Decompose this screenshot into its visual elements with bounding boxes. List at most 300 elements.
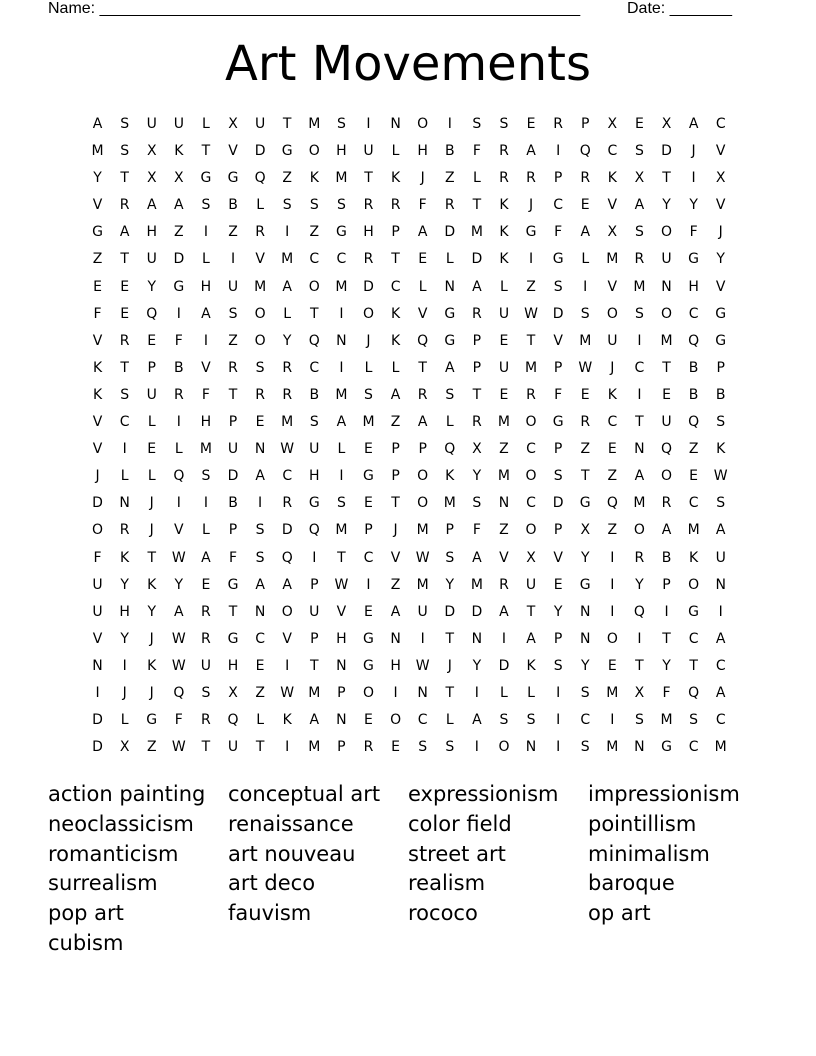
grid-letter: Q (606, 495, 618, 512)
grid-letter: P (472, 332, 482, 349)
grid-letter: X (119, 739, 130, 756)
grid-letter: Y (120, 630, 129, 647)
grid-letter: Y (662, 197, 671, 214)
grid-letter: X (607, 224, 618, 241)
grid-letter: Y (716, 251, 725, 268)
grid-letter: Z (228, 332, 238, 349)
grid-letter: D (227, 468, 239, 485)
grid-letter: L (418, 278, 427, 295)
grid-letter: I (176, 305, 181, 322)
grid-letter: U (715, 549, 726, 566)
grid-letter: R (201, 630, 211, 647)
grid-letter: M (687, 522, 700, 539)
grid-letter: B (715, 386, 726, 403)
grid-letter: X (526, 549, 536, 566)
word-list-item: op art (588, 901, 651, 926)
grid-letter: W (171, 630, 186, 647)
grid-letter: R (661, 495, 672, 512)
grid-letter: F (93, 549, 102, 566)
grid-letter: Y (147, 278, 157, 295)
grid-letter: O (606, 630, 618, 647)
grid-letter: H (146, 224, 157, 241)
grid-letter: U (146, 251, 157, 268)
grid-letter: A (417, 414, 428, 431)
grid-letter: Z (499, 441, 509, 458)
grid-letter: E (255, 414, 265, 431)
grid-letter: S (309, 414, 319, 431)
grid-letter: S (553, 468, 563, 485)
grid-letter: Q (308, 332, 320, 349)
grid-letter: T (391, 495, 400, 512)
grid-letter: K (174, 143, 184, 160)
word-list-item: impressionism (588, 782, 740, 806)
word-list-item: art nouveau (228, 841, 356, 866)
grid-letter: T (364, 170, 373, 187)
grid-letter: F (228, 549, 238, 566)
grid-letter: V (553, 549, 563, 566)
grid-letter: Z (92, 251, 103, 268)
grid-letter: N (390, 116, 401, 132)
grid-letter: G (444, 305, 456, 322)
grid-letter: R (471, 414, 482, 431)
name-field-label[interactable]: Name: ______________________________________________________ (48, 0, 581, 17)
grid-letter: C (526, 441, 536, 458)
grid-letter: T (120, 359, 129, 376)
grid-letter: I (176, 495, 181, 512)
grid-letter: F (174, 332, 183, 349)
grid-letter: Y (472, 468, 482, 485)
grid-letter: N (634, 441, 645, 458)
word-list-item: action painting (48, 782, 206, 806)
grid-letter: T (445, 630, 455, 647)
grid-letter: V (607, 197, 618, 214)
grid-letter: P (553, 522, 563, 539)
grid-letter: N (336, 332, 347, 349)
grid-letter: Z (499, 522, 509, 539)
grid-letter: D (363, 278, 374, 295)
grid-letter: D (92, 712, 103, 729)
grid-letter: M (633, 278, 646, 295)
grid-letter: M (714, 739, 727, 756)
grid-letter: S (553, 657, 563, 674)
grid-letter: E (201, 576, 211, 593)
grid-letter: E (526, 116, 536, 132)
grid-letter: S (499, 712, 509, 729)
grid-letter: W (578, 359, 593, 376)
grid-letter: E (662, 386, 671, 403)
grid-letter: K (147, 576, 157, 593)
grid-letter: B (688, 359, 699, 376)
word-list-item: baroque (588, 871, 675, 896)
word-list-item: neoclassicism (48, 811, 194, 836)
grid-letter: T (635, 414, 644, 431)
grid-letter: U (146, 386, 157, 403)
grid-letter: G (335, 224, 347, 241)
grid-letter: I (447, 116, 452, 132)
grid-letter: C (634, 359, 645, 376)
grid-letter: G (173, 278, 185, 295)
word-list-item: color field (408, 811, 512, 836)
grid-letter: S (634, 305, 644, 322)
grid-letter: T (472, 197, 482, 214)
grid-letter: U (309, 441, 320, 458)
grid-letter: S (201, 468, 211, 485)
grid-letter: T (635, 657, 644, 674)
grid-letter: G (552, 414, 564, 431)
grid-letter: T (310, 305, 319, 322)
grid-letter: P (391, 468, 400, 485)
grid-row (84, 572, 734, 599)
grid-letter: I (339, 359, 344, 376)
grid-letter: H (200, 278, 212, 295)
grid-letter: Q (688, 414, 700, 431)
grid-letter: Z (526, 278, 536, 295)
grid-letter: J (122, 684, 127, 701)
grid-letter: K (309, 170, 319, 187)
grid-letter: U (363, 143, 374, 160)
grid-letter: H (688, 278, 699, 295)
grid-letter: J (149, 630, 154, 647)
grid-letter: E (364, 712, 373, 729)
grid-letter: I (556, 712, 561, 729)
grid-letter: Q (444, 441, 456, 458)
grid-letter: F (418, 197, 427, 214)
grid-letter: K (390, 305, 401, 322)
grid-letter: M (579, 332, 592, 349)
grid-letter: P (472, 359, 482, 376)
grid-letter: Q (254, 170, 266, 187)
grid-row (84, 328, 734, 355)
grid-letter: M (606, 739, 619, 756)
grid-letter: C (688, 305, 699, 322)
grid-letter: E (391, 739, 400, 756)
grid-letter: L (202, 522, 210, 539)
grid-letter: Y (120, 576, 129, 593)
grid-letter: U (661, 414, 672, 431)
grid-letter: O (688, 576, 700, 593)
grid-letter: S (445, 549, 455, 566)
grid-letter: E (499, 332, 509, 349)
grid-letter: W (334, 576, 349, 593)
grid-letter: U (227, 739, 239, 756)
grid-letter: O (525, 414, 537, 431)
grid-letter: D (444, 603, 456, 620)
grid-letter: E (255, 657, 265, 674)
grid-letter: J (718, 224, 723, 241)
grid-letter: I (122, 657, 127, 674)
word-list-item: pointillism (588, 811, 697, 836)
grid-letter: V (255, 251, 265, 268)
grid-letter: I (583, 278, 588, 295)
grid-letter: G (661, 739, 672, 756)
grid-letter: C (688, 630, 699, 647)
grid-letter: Z (607, 468, 618, 485)
grid-letter: I (366, 576, 371, 593)
grid-letter: Q (308, 522, 320, 539)
grid-letter: S (282, 197, 292, 214)
grid-letter: D (281, 522, 293, 539)
grid-letter: P (553, 170, 563, 187)
grid-letter: S (418, 739, 428, 756)
grid-letter: I (122, 441, 127, 458)
grid-letter: E (120, 278, 130, 295)
grid-letter: S (201, 684, 211, 701)
grid-letter: A (526, 143, 536, 160)
grid-letter: S (255, 549, 265, 566)
grid-letter: T (689, 657, 698, 674)
grid-letter: R (201, 603, 211, 620)
grid-letter: R (119, 522, 130, 539)
grid-letter: R (363, 251, 374, 268)
grid-letter: F (554, 386, 563, 403)
grid-letter: I (95, 684, 100, 701)
grid-letter: V (282, 630, 292, 647)
grid-letter: G (308, 495, 320, 512)
grid-letter: P (228, 414, 238, 431)
grid-row (84, 246, 734, 273)
grid-letter: A (715, 630, 726, 647)
word-list-item: art deco (228, 871, 316, 896)
grid-letter: I (258, 495, 263, 512)
grid-letter: I (285, 739, 290, 756)
grid-letter: O (606, 305, 618, 322)
grid-letter: G (579, 495, 591, 512)
grid-letter: Z (146, 739, 157, 756)
grid-letter: G (715, 332, 727, 349)
grid-letter: X (472, 441, 482, 458)
grid-letter: V (607, 278, 618, 295)
grid-letter: T (418, 359, 427, 376)
word-list-item: romanticism (48, 841, 179, 866)
grid-letter: S (201, 197, 211, 214)
grid-letter: M (470, 576, 483, 593)
grid-letter: H (200, 414, 212, 431)
grid-letter: R (255, 386, 265, 403)
grid-letter: S (499, 116, 509, 132)
grid-letter: D (92, 739, 103, 756)
grid-letter: L (337, 441, 346, 458)
grid-row (84, 545, 734, 572)
grid-letter: K (390, 332, 401, 349)
grid-letter: C (363, 549, 374, 566)
grid-letter: X (661, 116, 672, 132)
grid-row (84, 165, 734, 192)
grid-letter: D (498, 657, 510, 674)
grid-letter: L (445, 712, 454, 729)
grid-letter: N (471, 630, 483, 647)
grid-letter: I (556, 684, 561, 701)
grid-letter: P (553, 359, 563, 376)
grid-letter: M (606, 684, 619, 701)
grid-letter: R (282, 359, 293, 376)
grid-letter: I (339, 305, 344, 322)
grid-letter: Z (607, 522, 618, 539)
grid-letter: A (444, 359, 455, 376)
grid-letter: M (416, 576, 429, 593)
grid-letter: S (255, 522, 265, 539)
grid-letter: C (282, 468, 293, 485)
grid-row (84, 355, 734, 382)
grid-letter: I (366, 116, 371, 132)
grid-letter: Q (579, 143, 591, 160)
grid-letter: O (362, 684, 374, 701)
grid-letter: S (472, 116, 482, 132)
grid-letter: J (528, 197, 534, 214)
grid-letter: K (499, 197, 509, 214)
grid-letter: G (363, 468, 374, 485)
grid-letter: N (525, 739, 537, 756)
grid-letter: A (715, 522, 726, 539)
grid-letter: E (607, 441, 617, 458)
grid-letter: L (147, 414, 156, 431)
grid-letter: Q (688, 684, 700, 701)
grid-letter: J (393, 522, 398, 539)
grid-letter: V (336, 603, 347, 620)
grid-letter: S (472, 495, 482, 512)
grid-letter: X (634, 170, 645, 187)
grid-letter: S (689, 712, 699, 729)
grid-letter: C (309, 251, 320, 268)
grid-letter: T (228, 603, 238, 620)
grid-letter: M (335, 522, 348, 539)
grid-letter: V (228, 143, 238, 160)
grid-letter: K (716, 441, 726, 458)
grid-letter: T (147, 549, 157, 566)
grid-letter: X (715, 170, 726, 187)
grid-letter: K (526, 657, 536, 674)
grid-letter: Y (553, 603, 563, 620)
grid-letter: A (255, 468, 265, 485)
grid-letter: Q (688, 332, 700, 349)
grid-row (84, 653, 734, 680)
grid-letter: H (309, 468, 320, 485)
grid-letter: O (661, 305, 673, 322)
grid-letter: O (525, 522, 537, 539)
grid-letter: S (716, 495, 726, 512)
grid-letter: M (335, 278, 348, 295)
grid-letter: U (417, 603, 428, 620)
grid-letter: H (390, 657, 401, 674)
grid-letter: I (420, 630, 425, 647)
grid-letter: M (497, 468, 510, 485)
grid-letter: E (499, 386, 509, 403)
grid-letter: R (282, 386, 293, 403)
grid-letter: K (607, 170, 617, 187)
grid-letter: A (336, 414, 347, 431)
grid-letter: D (471, 251, 483, 268)
grid-letter: R (417, 386, 428, 403)
grid-letter: I (285, 657, 290, 674)
grid-letter: K (390, 170, 401, 187)
grid-letter: A (634, 468, 645, 485)
date-field-label[interactable]: Date: _______ (627, 0, 732, 17)
grid-letter: T (662, 170, 671, 187)
grid-letter: K (607, 386, 617, 403)
grid-letter: S (526, 712, 536, 729)
grid-letter: H (119, 603, 130, 620)
grid-letter: R (499, 576, 509, 593)
grid-letter: N (254, 603, 266, 620)
grid-letter: M (91, 143, 104, 160)
grid-letter: Q (281, 549, 293, 566)
grid-letter: Q (417, 332, 429, 349)
grid-letter: V (715, 278, 726, 295)
grid-letter: L (445, 414, 454, 431)
grid-letter: M (660, 332, 673, 349)
grid-letter: T (580, 468, 590, 485)
grid-letter: L (147, 468, 156, 485)
grid-letter: C (715, 116, 726, 132)
grid-letter: Z (390, 576, 401, 593)
grid-letter: Y (580, 657, 590, 674)
grid-letter: M (362, 414, 375, 431)
grid-letter: M (308, 684, 321, 701)
grid-row (84, 517, 734, 544)
grid-letter: N (336, 712, 347, 729)
grid-letter: S (445, 386, 455, 403)
grid-letter: R (471, 305, 482, 322)
grid-letter: N (254, 441, 266, 458)
grid-letter: R (363, 197, 374, 214)
grid-letter: Y (147, 603, 157, 620)
grid-letter: M (335, 386, 348, 403)
grid-letter: T (310, 657, 319, 674)
grid-row (84, 301, 734, 328)
grid-row (84, 680, 734, 707)
grid-letter: M (308, 116, 321, 132)
grid-letter: E (147, 332, 157, 349)
grid-letter: H (417, 143, 428, 160)
grid-letter: D (173, 251, 185, 268)
grid-letter: M (443, 495, 456, 512)
grid-row (84, 409, 734, 436)
grid-letter: A (174, 197, 184, 214)
grid-letter: C (607, 414, 618, 431)
grid-letter: S (553, 278, 563, 295)
grid-letter: C (688, 739, 699, 756)
grid-letter: K (282, 712, 292, 729)
grid-row (84, 436, 734, 463)
word-list-item: realism (408, 871, 486, 896)
grid-letter: I (664, 603, 669, 620)
grid-letter: G (715, 305, 727, 322)
grid-letter: Z (309, 224, 320, 241)
grid-letter: T (391, 251, 400, 268)
grid-letter: D (444, 224, 456, 241)
grid-letter: T (472, 386, 482, 403)
letter-grid (84, 111, 734, 761)
grid-letter: X (634, 684, 645, 701)
grid-letter: T (662, 359, 671, 376)
grid-letter: G (444, 332, 456, 349)
grid-letter: V (92, 630, 103, 647)
grid-letter: P (553, 630, 563, 647)
grid-letter: B (228, 495, 238, 512)
grid-letter: J (366, 332, 371, 349)
grid-letter: M (525, 359, 538, 376)
word-list-item: rococo (408, 901, 478, 926)
grid-letter: E (553, 576, 563, 593)
grid-letter: S (120, 143, 130, 160)
grid-letter: M (470, 224, 483, 241)
grid-letter: M (199, 441, 212, 458)
grid-letter: R (119, 332, 130, 349)
grid-letter: C (526, 495, 536, 512)
grid-letter: J (149, 495, 154, 512)
grid-row (84, 382, 734, 409)
grid-letter: L (527, 684, 535, 701)
grid-letter: F (689, 224, 698, 241)
